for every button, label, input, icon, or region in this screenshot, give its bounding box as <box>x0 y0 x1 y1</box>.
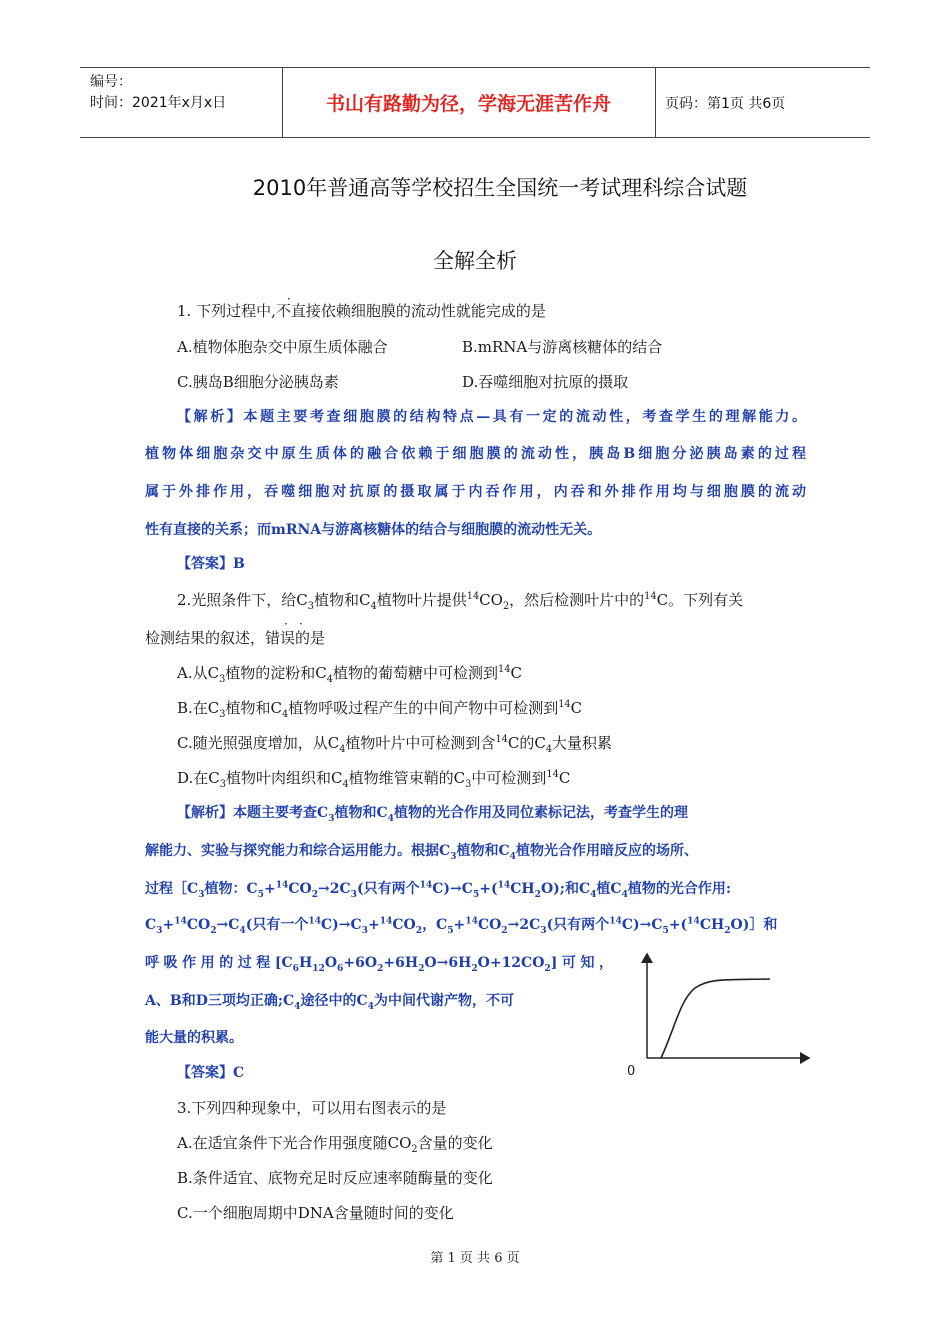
q1-answer: 【答案】B <box>177 556 245 572</box>
q1-analysis-line: 【解析】本题主要考查细胞膜的结构特点—具有一定的流动性，考查学生的理解能力。 <box>177 409 806 425</box>
header-meta <box>90 72 226 114</box>
date-label: 时间：2021年x月x日 <box>90 95 227 111</box>
q1-option-c: C.胰岛B细胞分泌胰岛素 <box>177 373 339 391</box>
origin-label: 0 <box>627 1064 636 1079</box>
q2-analysis-line: 能大量的积累。 <box>145 1030 243 1046</box>
q2-option-b: B.在$C_3$植物和$C_4$植物呼吸过程产生的中间产物中可检测到$^{14}$C <box>177 699 583 720</box>
q2-analysis-line: 【解析】本题主要考查$C_3$植物和$C_4$植物的光合作用及同位素标记法，考查学生的理 <box>177 805 688 824</box>
q2-option-c: C.随光照强度增加，从$C_4$植物叶片中可检测到含$^{14}$C的$C_4$大量积累 <box>177 734 613 755</box>
header-divider <box>655 68 656 137</box>
emphasis-dot: · <box>299 617 303 631</box>
q1-stem: 1. 下列过程中,不直接依赖细胞膜的流动性就能完成的是 <box>177 302 546 320</box>
motto: 书山有路勤为径，学海无涯苦作舟 <box>325 93 611 115</box>
q1-analysis-line: 植物体细胞杂交中原生质体的融合依赖于细胞膜的流动性，胰岛B细胞分泌胰岛素的过程 <box>145 446 806 462</box>
q3-option-a: A.在适宜条件下光合作用强度随$CO_2$含量的变化 <box>177 1134 493 1155</box>
q2-analysis-line: 解能力、实验与探究能力和综合运用能力。根据$C_3$植物和$C_4$植物光合作用暗反应的场所、 <box>145 843 698 862</box>
page-info: 页码：第1页 共6页 <box>665 95 786 112</box>
document-header <box>80 67 870 138</box>
q1-analysis-line: 性有直接的关系；而mRNA与游离核糖体的结合与细胞膜的流动性无关。 <box>145 522 602 538</box>
q1-option-a: A.植物体胞杂交中原生质体融合 <box>177 338 388 356</box>
q3-option-b: B.条件适宜、底物充足时反应速率随酶量的变化 <box>177 1169 493 1187</box>
q2-analysis-line: $C_3+^{14}CO_2\to C_4$(只有一个$^{14}C)\to C_3+^{14}CO_2$，$C_5+^{14}CO_2\to 2C_3$(只有两个$^{14}C)\to C_5+(^{14}CH_2O)]$和 <box>145 915 778 936</box>
emphasis-dot: · <box>287 292 291 306</box>
q2-option-a: A.从$C_3$植物的淀粉和$C_4$植物的葡萄糖中可检测到$^{14}$C <box>177 664 522 685</box>
curve-line <box>661 979 770 1058</box>
q2-analysis-line: 过程$[C_3$植物：$C_5+^{14}CO_2\to 2C_3$(只有两个$^{14}C)\to C_5+(^{14}CH_2O)$;和$C_4$植$C_4$植物的光合作用: <box>145 879 732 900</box>
document-title: 2010年普通高等学校招生全国统一考试理科综合试题 <box>252 176 748 200</box>
q2-option-d: D.在$C_3$植物叶肉组织和$C_4$植物维管束鞘的$C_3$中可检测到$^{14}$C <box>177 769 571 790</box>
q2-stem: 2.光照条件下，给$C_3$植物和$C_4$植物叶片提供$^{14}CO_2$，然后检测叶片中的$^{14}$C。下列有关 <box>177 591 744 612</box>
q2-analysis-line: 呼吸作用的过程$[C_6H_{12}O_6+6O_2+6H_2O\to 6H_2O+12CO_2]$可知， <box>145 955 613 974</box>
emphasis-dot: · <box>284 617 288 631</box>
q2-stem-cont: 检测结果的叙述，错误的是 <box>145 629 326 647</box>
q1-analysis-line: 属于外排作用，吞噬细胞对抗原的摄取属于内吞作用，内吞和外排作用均与细胞膜的流动 <box>145 484 806 500</box>
q1-option-b: B.mRNA与游离核糖体的结合 <box>462 338 663 356</box>
q1-option-d: D.吞噬细胞对抗原的摄取 <box>462 373 629 391</box>
q3-stem: 3.下列四种现象中，可以用右图表示的是 <box>177 1099 447 1117</box>
page-footer: 第 1 页 共 6 页 <box>430 1251 520 1266</box>
document-subtitle: 全解全析 <box>433 249 517 273</box>
number-label: 编号： <box>90 74 132 90</box>
q3-option-c: C.一个细胞周期中DNA含量随时间的变化 <box>177 1204 454 1222</box>
q2-analysis-line: A、B和D三项均正确$;C_4$途径中的$C_4$为中间代谢产物，不可 <box>145 993 514 1012</box>
saturation-curve-figure <box>615 948 815 1078</box>
q2-answer: 【答案】C <box>177 1065 245 1081</box>
